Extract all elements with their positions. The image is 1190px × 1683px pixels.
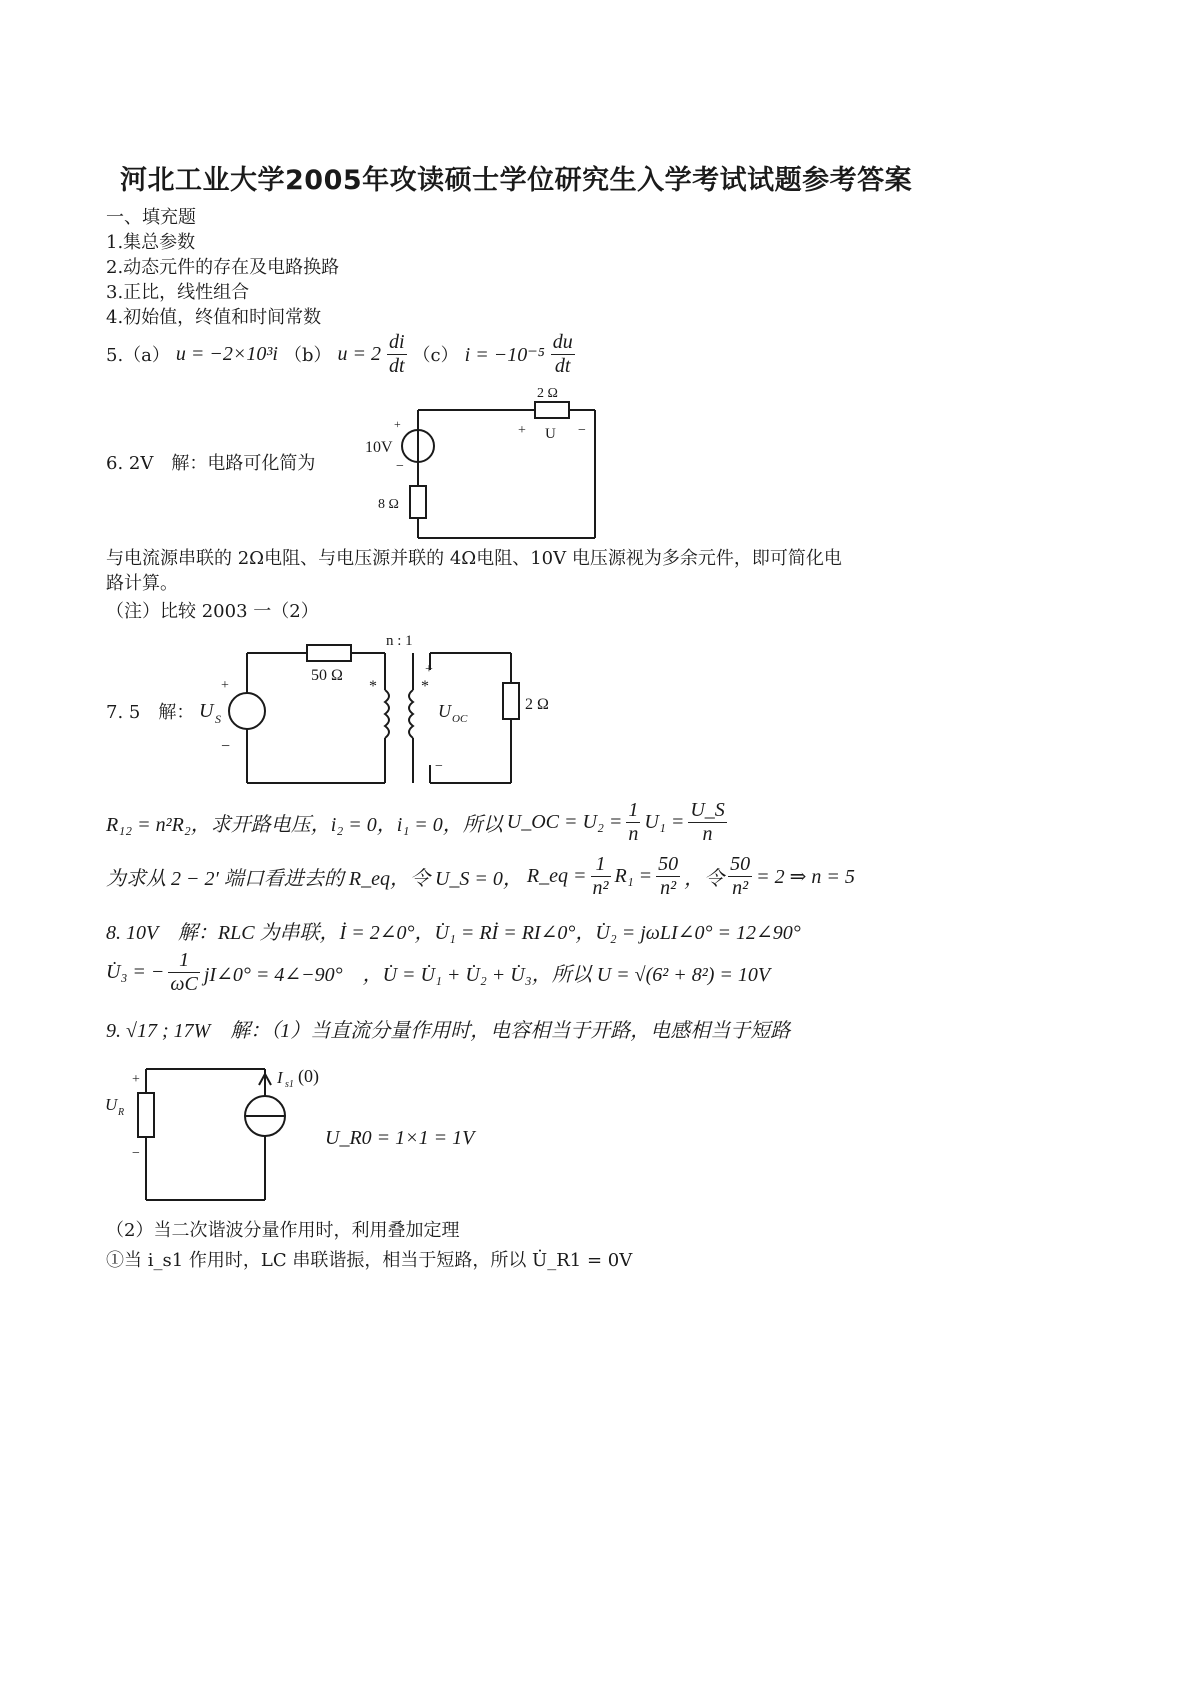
circuit-7-star-primary: *: [369, 678, 377, 695]
circuit-9-minus: −: [132, 1146, 140, 1161]
circuit-9-is-label: I: [277, 1068, 283, 1087]
answer-5c-label: （c）: [412, 345, 459, 366]
answer-7-eq2-let: ，令: [684, 867, 725, 890]
answer-7-equation-2: [106, 850, 855, 902]
answer-9-equation: U_R0 = 1×1 = 1V: [325, 1127, 475, 1149]
answer-6-note-1: 与电流源串联的 2Ω电阻、与电压源并联的 4Ω电阻、10V 电压源视为多余元件，即可简化电: [106, 548, 842, 569]
answer-8-u3: U̇₃ = −: [106, 960, 165, 983]
circuit-7-uoc-sub: OC: [452, 713, 468, 725]
answer-2: 2.动态元件的存在及电路换路: [106, 257, 340, 278]
answer-5: [106, 330, 575, 378]
answer-7-eq2-fraction-2: $\frac{50}{\text{n²}}$: [658, 852, 679, 899]
circuit-7-diagram: [195, 625, 560, 795]
answer-9-line-1: 9. √17 ; 17W 解：（1）当直流分量作用时，电容相当于开路，电感相当于短路: [106, 1020, 791, 1042]
circuit-6-r-top-label: 2 Ω: [537, 386, 558, 401]
circuit-9-is-arg: (0): [298, 1066, 319, 1086]
circuit-7-sec-plus: +: [425, 662, 433, 677]
answer-5b-equation: u = 2: [337, 342, 381, 365]
answer-7-eq1-u1: U₁ =: [644, 810, 685, 833]
circuit-6-u-minus: −: [578, 423, 586, 438]
circuit-9-ur-label: U: [105, 1095, 118, 1114]
answer-8-line-2: [106, 944, 770, 1000]
circuit-9-is-sub: s1: [285, 1079, 294, 1090]
answer-9-line-2: （2）当二次谐波分量作用时，利用叠加定理: [106, 1220, 460, 1241]
answer-7-eq2-text: 为求从 2 − 2′ 端口看进去的 R_eq，令 U_S = 0，: [106, 867, 523, 890]
answer-7-eq1-fraction-2: $\frac{U\_S}{n}$: [690, 798, 725, 845]
answer-5b-fraction: $\frac{di}{dt}$: [388, 330, 405, 377]
answer-5-prefix: 5.（a）: [106, 345, 170, 366]
circuit-7-r2-label: 2 Ω: [525, 696, 549, 713]
circuit-7-ratio-label: n : 1: [386, 633, 413, 649]
circuit-9-plus: +: [132, 1072, 140, 1087]
circuit-7-star-secondary: *: [421, 678, 429, 695]
circuit-6-diagram: [360, 380, 620, 550]
answer-6-note-3: （注）比较 2003 一（2）: [106, 601, 319, 622]
answer-5c-fraction: $\frac{du}{dt}$: [552, 330, 573, 377]
circuit-7-uoc-label: U: [438, 701, 451, 721]
page-title: 河北工业大学2005年攻读硕士学位研究生入学考试试题参考答案: [120, 165, 913, 196]
answer-8-rest: jI∠0° = 4∠−90° ，U̇ = U̇₁ + U̇₂ + U̇₃，所以 U = √(6² + 8²) = 10V: [203, 963, 771, 986]
circuit-7-sec-minus: −: [435, 759, 443, 774]
circuit-9-diagram: [100, 1055, 340, 1210]
circuit-7-source-label: U: [199, 700, 214, 722]
circuit-9-ur-sub: R: [118, 1107, 125, 1118]
answer-1: 1.集总参数: [106, 232, 196, 253]
answer-5a-equation: u = −2×10³i: [175, 342, 278, 365]
answer-8-line-1: 8. 10V 解：RLC 为串联，İ = 2∠0°，U̇₁ = Rİ = RI∠0°，U̇₂ = jωLI∠0° = 12∠90°: [106, 922, 801, 944]
answer-9-line-3: ①当 i_s1 作用时，LC 串联谐振，相当于短路，所以 U̇_R1 = 0V: [106, 1250, 633, 1271]
answer-5b-label: （b）: [283, 345, 332, 366]
answer-7-eq1-text: R₁₂ = n²R₂，求开路电压，i₂ = 0，i₁ = 0，所以: [106, 813, 503, 836]
answer-7-equation-1: [106, 796, 727, 848]
circuit-6-source-label: 10V: [365, 439, 393, 456]
answer-6-note-2: 路计算。: [106, 573, 178, 594]
answer-7-eq2-fraction-1: $\frac{1}{\text{n²}}$: [592, 852, 609, 899]
circuit-7-r1-label: 50 Ω: [311, 667, 343, 684]
answer-7: 7. 5 解：: [106, 702, 195, 723]
circuit-7-minus: −: [221, 738, 231, 755]
answer-7-eq1-uoc: U_OC = U₂ =: [506, 810, 623, 833]
circuit-6-r-left-label: 8 Ω: [378, 497, 399, 512]
answer-3: 3.正比，线性组合: [106, 282, 250, 303]
answer-8-fraction: $\frac{1}{\omega C}$: [170, 948, 198, 995]
circuit-7-source-sub: S: [215, 712, 221, 726]
answer-7-eq2-r1: R₁ =: [614, 864, 653, 887]
circuit-6-u-plus: +: [518, 423, 526, 438]
section-heading: 一、填充题: [106, 207, 196, 228]
circuit-6-source-minus: −: [396, 459, 404, 474]
answer-7-eq2-fraction-3: $\frac{50}{\text{n²}}$: [730, 852, 751, 899]
answer-5c-equation: i = −10⁻⁵: [464, 343, 545, 366]
circuit-6-source-plus: +: [394, 417, 401, 431]
circuit-6-u-label: U: [545, 426, 556, 442]
circuit-7-plus: +: [221, 678, 229, 693]
answer-7-eq2-req: R_eq =: [526, 864, 587, 887]
answer-4: 4.初始值，终值和时间常数: [106, 307, 322, 328]
answer-7-eq2-result: = 2 ⇒ n = 5: [756, 865, 855, 888]
answer-6: 6. 2V 解：电路可化简为: [106, 453, 316, 474]
answer-7-eq1-fraction-1: $\frac{1}{n}$: [628, 798, 639, 845]
